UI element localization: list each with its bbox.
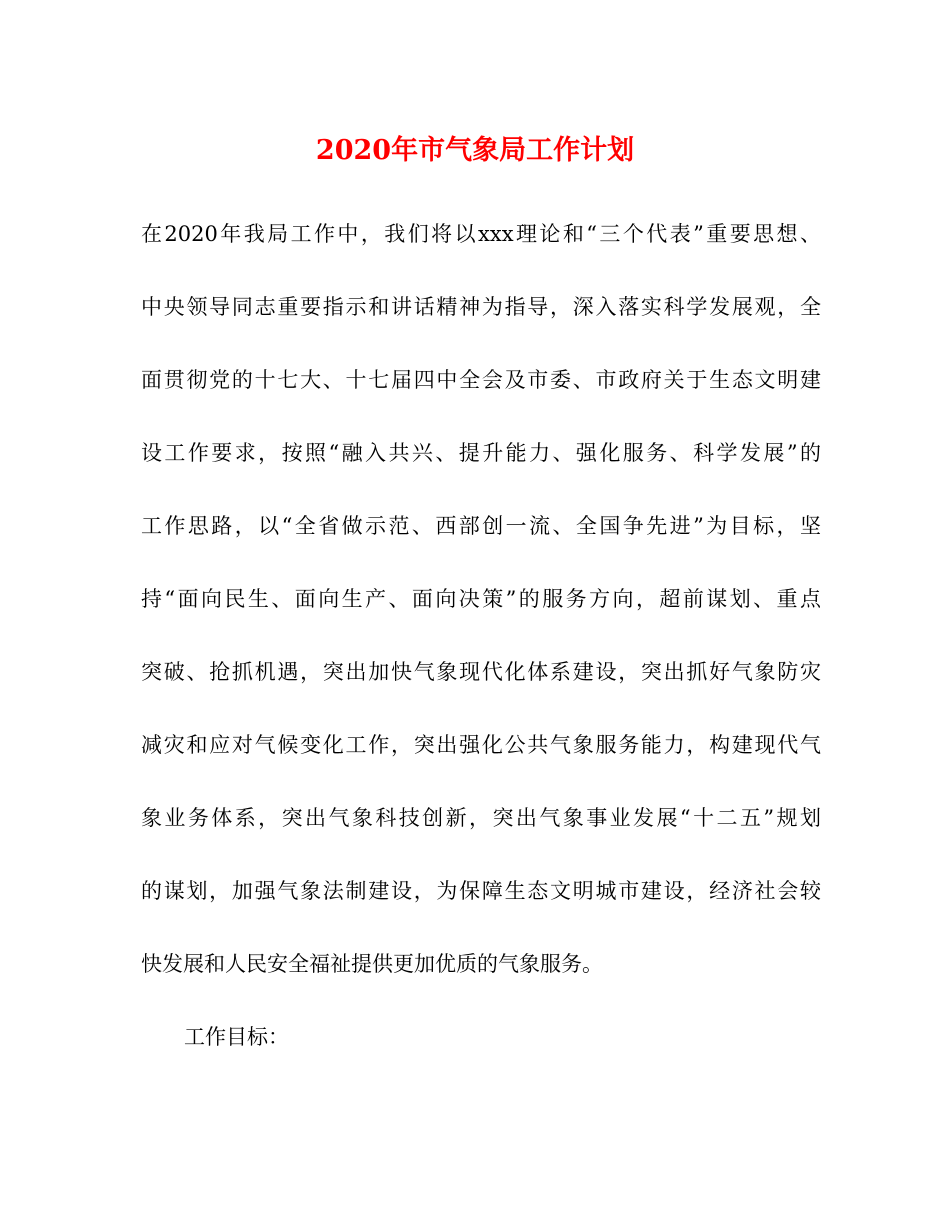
paragraph-line: 面贯彻党的十七大、十七届四中全会及市委、市政府关于生态文明建: [141, 368, 821, 392]
section-heading: 工作目标：: [184, 1025, 289, 1049]
paragraph-line: 设工作要求，按照“融入共兴、提升能力、强化服务、科学发展”的: [141, 441, 821, 465]
paragraph-line: 快发展和人民安全福祉提供更加优质的气象服务。: [141, 952, 603, 976]
paragraph-line: 工作思路，以“全省做示范、西部创一流、全国争先进”为目标，坚: [141, 514, 821, 538]
paragraph-line: 中央领导同志重要指示和讲话精神为指导，深入落实科学发展观，全: [141, 295, 821, 319]
paragraph-line: 象业务体系，突出气象科技创新，突出气象事业发展“十二五”规划: [141, 806, 821, 830]
document-title: 2020年市气象局工作计划: [315, 135, 635, 166]
paragraph-line: 在2020年我局工作中，我们将以xxx理论和“三个代表”重要思想、: [141, 222, 821, 246]
paragraph-line: 持“面向民生、面向生产、面向决策”的服务方向，超前谋划、重点: [141, 587, 821, 611]
paragraph-line: 减灾和应对气候变化工作，突出强化公共气象服务能力，构建现代气: [141, 733, 821, 757]
paragraph-line: 的谋划，加强气象法制建设，为保障生态文明城市建设，经济社会较: [141, 879, 821, 903]
paragraph-line: 突破、抢抓机遇，突出加快气象现代化体系建设，突出抓好气象防灾: [141, 660, 821, 684]
